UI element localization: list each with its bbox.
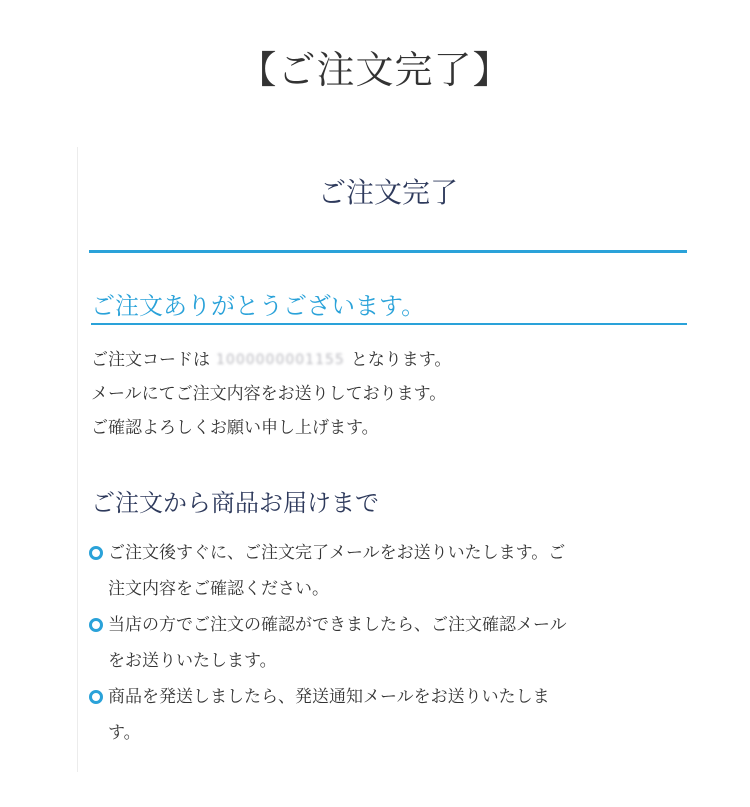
delivery-step bbox=[88, 607, 678, 679]
delivery-flow-heading: ご注文から商品お届けまで bbox=[91, 489, 379, 517]
delivery-step bbox=[88, 535, 678, 607]
title-divider bbox=[89, 250, 687, 253]
email-sent-line: メールにてご注文内容をお送りしております。 bbox=[91, 384, 447, 404]
step-text-line: す。 bbox=[108, 723, 141, 743]
step-text-line: 当店の方でご注文の確認ができましたら、ご注文確認メール bbox=[108, 615, 567, 635]
step-text-line: をお送りいたします。 bbox=[108, 651, 277, 671]
order-code-prefix: ご注文コードは bbox=[91, 350, 210, 370]
page-heading: 【ご注文完了】 bbox=[238, 48, 512, 92]
thanks-heading: ご注文ありがとうございます。 bbox=[91, 288, 687, 325]
order-message bbox=[91, 343, 681, 445]
delivery-steps-list bbox=[88, 535, 678, 751]
order-complete-card bbox=[77, 147, 688, 772]
circle-bullet-icon bbox=[89, 690, 103, 704]
step-text-line: ご注文後すぐに、ご注文完了メールをお送りいたします。ご bbox=[108, 543, 566, 563]
closing-line: ご確認よろしくお願い申し上げます。 bbox=[91, 418, 379, 438]
circle-bullet-icon bbox=[89, 618, 103, 632]
order-code-value: 1000000001155 bbox=[216, 352, 345, 368]
order-code-line bbox=[91, 343, 681, 377]
step-text-line: 商品を発送しましたら、発送通知メールをお送りいたしま bbox=[108, 687, 550, 707]
circle-bullet-icon bbox=[89, 546, 103, 560]
delivery-step bbox=[88, 679, 678, 751]
order-code-suffix: となります。 bbox=[350, 350, 452, 370]
step-text-line: 注文内容をご確認ください。 bbox=[108, 579, 329, 599]
card-title: ご注文完了 bbox=[317, 176, 458, 209]
